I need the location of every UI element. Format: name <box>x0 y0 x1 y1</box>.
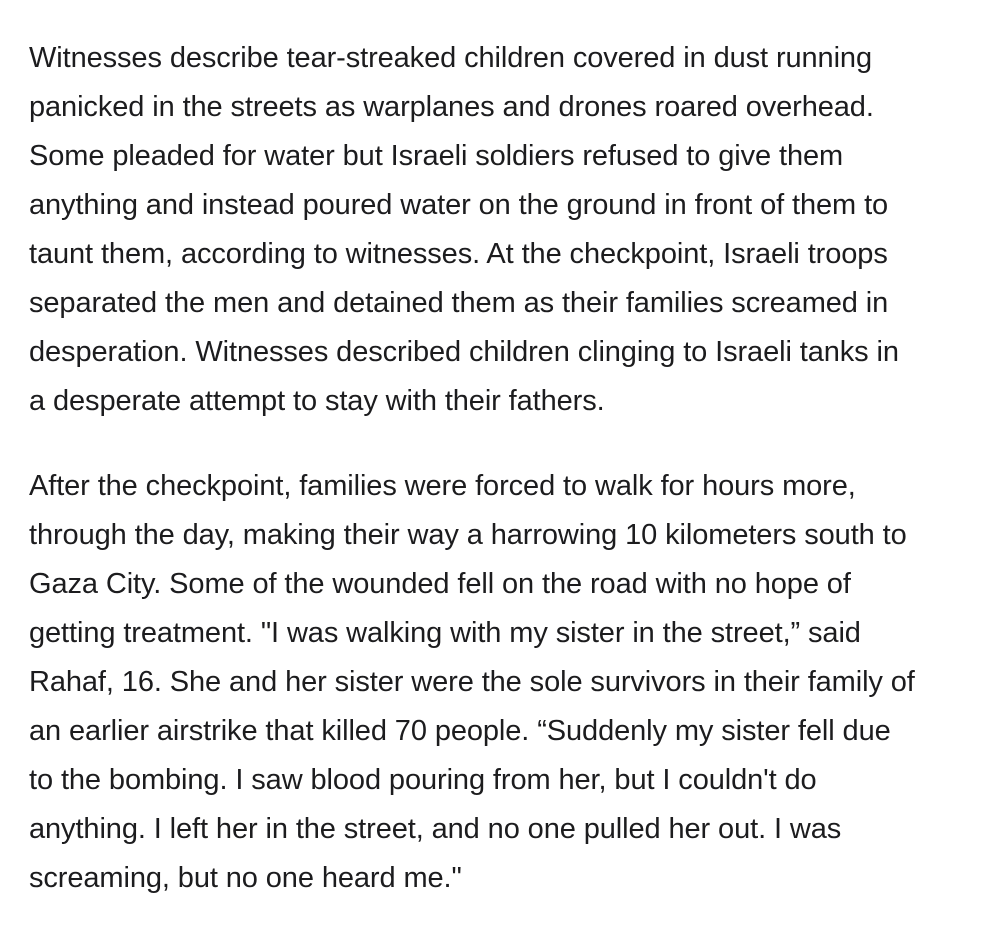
paragraph-1 <box>29 34 979 426</box>
text-line: to the bombing. I saw blood pouring from her, but I couldn't do <box>29 764 817 796</box>
paragraph-2 <box>29 462 979 903</box>
text-line: anything. I left her in the street, and no one pulled her out. I was <box>29 813 842 845</box>
text-line: an earlier airstrike that killed 70 people. “Suddenly my sister fell due <box>29 715 891 747</box>
text-line: through the day, making their way a harrowing 10 kilometers south to <box>29 519 907 551</box>
text-line: desperation. Witnesses described children clinging to Israeli tanks in <box>29 336 899 368</box>
text-line: panicked in the streets as warplanes and drones roared overhead. <box>29 91 874 123</box>
text-line: separated the men and detained them as their families screamed in <box>29 287 889 319</box>
text-line: Some pleaded for water but Israeli soldiers refused to give them <box>29 140 844 172</box>
article-body <box>29 34 979 903</box>
text-line: anything and instead poured water on the ground in front of them to <box>29 189 889 221</box>
text-line: After the checkpoint, families were forced to walk for hours more, <box>29 470 856 502</box>
text-line: Gaza City. Some of the wounded fell on the road with no hope of <box>29 568 851 600</box>
text-line: screaming, but no one heard me." <box>29 862 462 894</box>
text-line: taunt them, according to witnesses. At the checkpoint, Israeli troops <box>29 238 888 270</box>
text-line: getting treatment. "I was walking with my sister in the street,” said <box>29 617 861 649</box>
text-line: a desperate attempt to stay with their fathers. <box>29 385 605 417</box>
text-line: Witnesses describe tear-streaked children covered in dust running <box>29 42 872 74</box>
text-line: Rahaf, 16. She and her sister were the sole survivors in their family of <box>29 666 915 698</box>
